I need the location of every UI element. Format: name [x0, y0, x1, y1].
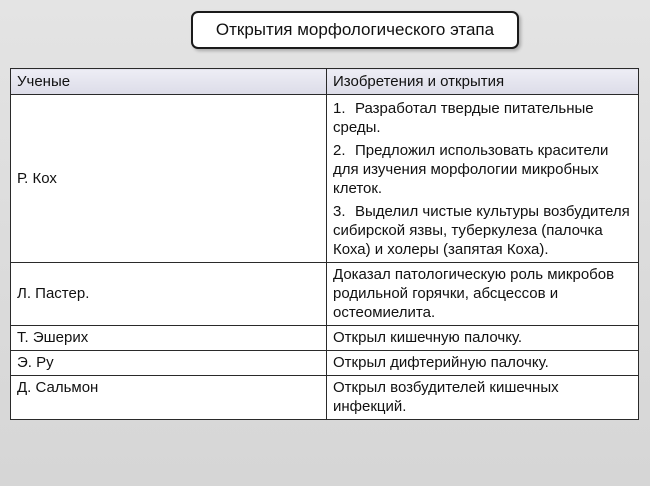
header-scientists: Ученые	[11, 69, 327, 95]
scientist-cell: Л. Пастер.	[11, 263, 327, 326]
discovery-cell: Доказал патологическую роль микробов родильной горячки, абсцессов и остеомиелита.	[327, 263, 639, 326]
list-item	[333, 202, 632, 259]
table-row	[11, 376, 639, 420]
list-item	[333, 141, 632, 198]
item-text: Предложил использовать красители для изучения морфологии микробных клеток.	[333, 142, 609, 197]
scientist-cell: Р. Кох	[11, 95, 327, 263]
table-row	[11, 326, 639, 351]
slide-title: Открытия морфологического этапа	[191, 11, 519, 49]
table-header-row	[11, 69, 639, 95]
scientist-cell: Д. Сальмон	[11, 376, 327, 420]
discovery-cell: Открыл кишечную палочку.	[327, 326, 639, 351]
item-number: 2.	[333, 142, 346, 159]
discovery-cell: Открыл дифтерийную палочку.	[327, 351, 639, 376]
discovery-cell	[327, 95, 639, 263]
table-row	[11, 351, 639, 376]
item-text: Выделил чистые культуры возбудителя сибирской язвы, туберкулеза (палочка Коха) и холеры (запятая Коха).	[333, 203, 630, 258]
item-number: 3.	[333, 203, 346, 220]
discoveries-table	[10, 68, 639, 420]
item-number: 1.	[333, 100, 346, 117]
item-text: Разработал твердые питательные среды.	[333, 100, 594, 136]
scientist-cell: Т. Эшерих	[11, 326, 327, 351]
scientist-cell: Э. Ру	[11, 351, 327, 376]
discovery-cell: Открыл возбудителей кишечных инфекций.	[327, 376, 639, 420]
header-discoveries: Изобретения и открытия	[327, 69, 639, 95]
list-item	[333, 99, 632, 137]
table-row	[11, 263, 639, 326]
table-row	[11, 95, 639, 263]
